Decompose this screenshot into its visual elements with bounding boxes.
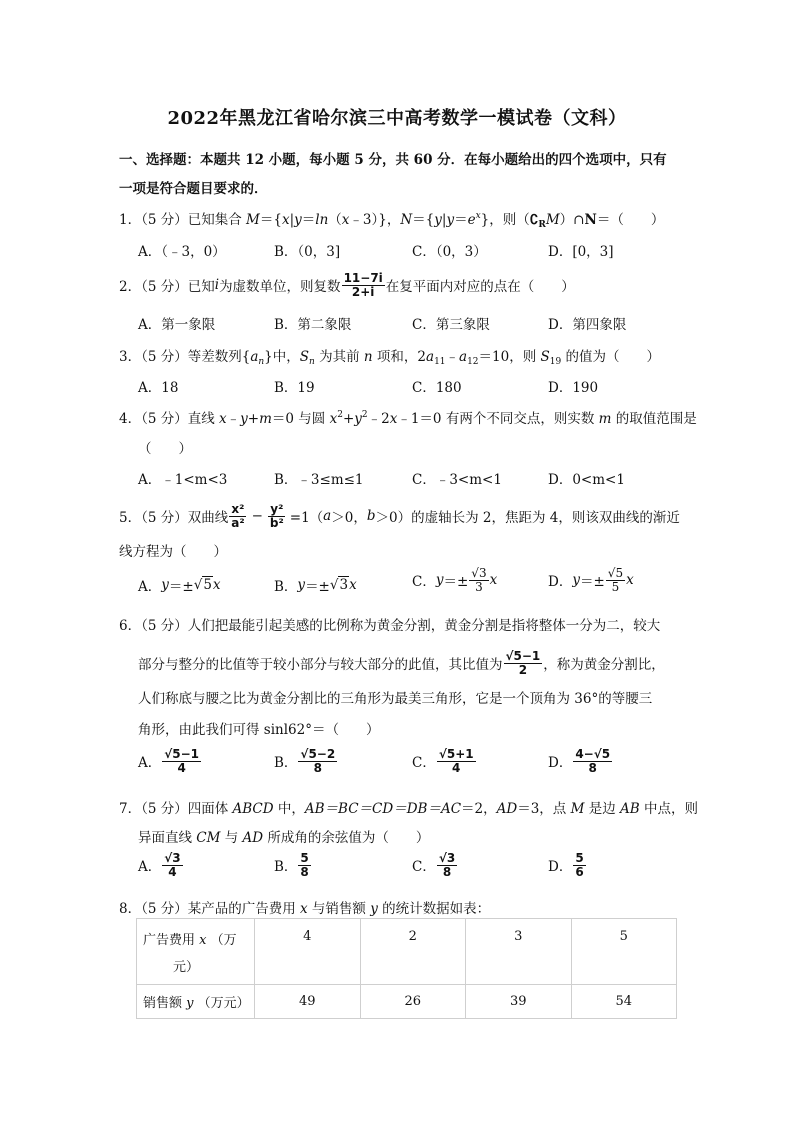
q4-text: ﹣	[226, 411, 241, 427]
q7-c-fraction	[437, 852, 457, 878]
q7-option-label: B．	[274, 859, 298, 876]
q8-text: 8．（5 分）某产品的广告费用	[119, 901, 301, 917]
q1-text: |	[289, 212, 295, 228]
q6-numerator-lead: 4−	[575, 747, 594, 761]
q5-denominator: 5	[611, 579, 620, 594]
q3-subscript: 12	[467, 357, 479, 367]
q1-text: ）∩	[559, 212, 585, 228]
q6-a-fraction	[162, 748, 201, 774]
q7-numerator: 5	[300, 851, 309, 865]
q1-text: ﹣3）}，	[349, 212, 401, 228]
q7-option-label: C．	[412, 859, 436, 876]
table-cell: 54	[571, 985, 677, 1019]
q7-text: 7．（5 分）四面体	[119, 801, 233, 817]
sqrt-symbol: √	[300, 747, 309, 761]
q5-text: ＝±	[443, 574, 469, 591]
q7-b-fraction	[298, 852, 310, 878]
q6-radicand: 5	[446, 747, 456, 761]
q1-text: ＝	[454, 212, 468, 228]
q3-var: a	[459, 349, 468, 365]
q5-text: ＞0，	[331, 510, 367, 526]
table-cell: 49	[255, 985, 361, 1019]
q3-var: S	[299, 349, 310, 365]
q5-text: ＝±	[305, 579, 330, 595]
sqrt-symbol: √5	[193, 577, 212, 593]
q7-text: ＝3，点	[517, 801, 571, 817]
table-row	[137, 985, 677, 1019]
q5-var: y	[572, 572, 580, 589]
table-row-header	[137, 985, 255, 1019]
q1-var: x	[281, 212, 290, 228]
q5-denominator: 3	[475, 579, 483, 594]
q4-var: x	[219, 411, 227, 427]
q2-denominator: 2+i	[351, 284, 375, 299]
q4-text: ﹣2	[367, 411, 390, 427]
q6-numerator-rest: −1	[180, 747, 200, 761]
q7-stem	[119, 797, 698, 817]
q6-option-label: B．	[274, 755, 298, 772]
table-cell: 39	[466, 985, 572, 1019]
q8-text: 的统计数据如表：	[377, 901, 491, 917]
q6-stem-line3: 人们称底与腰之比为黄金分割比的三角形为最美三角形，它是一个顶角为 36°的等腰三	[138, 691, 653, 707]
q7-text: 中，	[273, 801, 305, 817]
q5-var: y	[297, 577, 306, 593]
sqrt-symbol: √	[438, 851, 447, 865]
q5-radicand: 5	[203, 577, 212, 593]
q1-var: M	[246, 212, 260, 228]
q7-numerator: 5	[575, 851, 584, 865]
q5-option-label: B．	[274, 579, 298, 595]
q7-text: ＝2，	[461, 801, 497, 817]
q6-option-label: A．	[138, 755, 162, 772]
q5-option-label: C．	[412, 574, 436, 591]
table-header-text: 元）	[173, 959, 200, 975]
q4-var: x	[329, 411, 338, 427]
sqrt-symbol: √	[607, 566, 616, 580]
q6-stem-line2	[138, 643, 665, 683]
q4-text: +	[247, 411, 260, 427]
q6-option-d	[548, 748, 613, 774]
q8-var: x	[300, 901, 308, 917]
sqrt-symbol: √	[505, 648, 514, 663]
q3-subscript: n	[258, 357, 265, 367]
q6-denominator: 2	[518, 662, 528, 677]
q7-option-label: A．	[138, 859, 162, 876]
q7-d-fraction	[573, 852, 585, 878]
table-header-var: x	[199, 932, 207, 948]
q1-var: N	[584, 212, 597, 228]
q5-var: x	[626, 572, 634, 589]
q3-var: a	[250, 349, 259, 365]
q7-var: AB＝BC＝CD＝DB＝AC	[304, 801, 462, 817]
q4-text: +	[342, 411, 355, 427]
q5-fraction-x	[229, 503, 246, 529]
q6-option-label: C．	[412, 755, 436, 772]
q8-stem	[119, 897, 490, 917]
q2-text: 在复平面内对应的点在（ ）	[385, 279, 575, 295]
q1-text: ＝	[301, 212, 316, 228]
q3-stem	[119, 345, 660, 365]
q4-var: x	[389, 411, 398, 427]
q5-text: ＝±	[168, 579, 194, 595]
q3-var: n	[363, 349, 373, 365]
q1-var: y	[446, 212, 455, 228]
q7-text: 所成角的余弦值为（ ）	[263, 830, 430, 846]
q4-text: ﹣1＝0 有两个不同交点，则实数	[397, 411, 599, 427]
q6-option-c	[412, 748, 477, 774]
q5-stem	[119, 496, 680, 536]
q4-var: y	[240, 411, 248, 427]
q5-option-label: A．	[138, 579, 162, 595]
q7-denominator: 4	[168, 864, 177, 879]
q3-text: 为其前	[314, 349, 364, 365]
q2-var: i	[214, 277, 220, 293]
q1-var: N	[400, 212, 413, 228]
q4-var: y	[354, 411, 362, 427]
q5-radicand: 5	[615, 566, 624, 580]
q6-radicand: 5	[601, 747, 611, 761]
q5-option-label: D．	[548, 574, 573, 591]
q6-option-b	[274, 748, 338, 774]
q4-option-c: C．﹣3<m<1	[412, 472, 502, 488]
q5-numerator: x²	[231, 501, 245, 516]
q5-denominator: a²	[231, 515, 245, 530]
q3-text: 的值为（ ）	[561, 349, 661, 365]
q5-option-a	[138, 575, 221, 595]
q7-var: CM	[196, 830, 221, 846]
q3-text: 3．（5 分）等差数列{	[119, 349, 251, 365]
q7-option-d	[548, 852, 587, 878]
q5-var: x	[212, 577, 221, 593]
q7-radicand: 3	[446, 851, 456, 865]
table-cell: 3	[466, 919, 572, 985]
q1-option-a: A．（﹣3，0）	[138, 244, 226, 260]
sqrt-symbol: √3	[329, 577, 349, 593]
q5-var: b	[366, 508, 376, 524]
q7-text: 异面直线	[138, 830, 197, 846]
q6-denominator: 8	[313, 760, 322, 775]
q1-text: ＝{	[259, 212, 282, 228]
table-header-text: 销售额	[143, 996, 187, 1011]
q3-var: a	[426, 349, 435, 365]
q4-exponent: 2	[337, 410, 343, 420]
q5-denominator: b²	[269, 515, 284, 530]
q3-option-a: A．18	[138, 380, 179, 396]
q2-option-b: B．第二象限	[274, 317, 352, 333]
q1-option-d: D．[0，3]	[548, 244, 614, 260]
q5-option-c	[412, 567, 497, 593]
q5-var: x	[489, 572, 498, 589]
q1-text: |	[441, 212, 447, 228]
sqrt-symbol: √	[438, 747, 447, 761]
table-header-text: （万元）	[193, 996, 250, 1011]
q5-text: 5．（5 分）双曲线	[119, 510, 229, 526]
q6-stem-line1: 6．（5 分）人们把最能引起美感的比例称为黄金分割，黄金分割是指将整体一分为二，较大	[119, 618, 661, 634]
q6-radicand: 5	[308, 747, 317, 761]
q1-exponent: x	[475, 211, 481, 221]
q5-numerator: y²	[270, 501, 284, 516]
q4-var: m	[259, 411, 272, 427]
q4-stem	[119, 407, 697, 427]
golden-ratio-fraction	[504, 650, 543, 676]
table-header-text: （万	[206, 932, 237, 948]
q7-a-fraction	[162, 852, 182, 878]
q7-denominator: 8	[442, 864, 452, 879]
q6-numerator-rest: −2	[316, 747, 336, 761]
q1-option-c: C．（0，3）	[412, 244, 487, 260]
q3-option-c: C．180	[412, 380, 462, 396]
q2-option-a: A．第一象限	[138, 317, 216, 333]
q3-text: 项和，2	[372, 349, 426, 365]
q7-text: 与	[220, 830, 243, 846]
q5-text: ＝±	[579, 574, 605, 591]
q6-denominator: 4	[452, 760, 461, 775]
q2-numerator: 11−7i	[343, 270, 383, 285]
q7-denominator: 8	[300, 864, 309, 879]
q6-b-fraction	[298, 748, 337, 774]
q5-c-fraction	[469, 567, 488, 593]
q2-text: 为虚数单位，则复数	[219, 279, 341, 295]
page-title: 2022年黑龙江省哈尔滨三中高考数学一模试卷（文科）	[167, 108, 627, 129]
q6-text: 部分与整分的比值等于较小部分与较大部分的此值，其比值为	[138, 657, 503, 673]
table-cell: 4	[255, 919, 361, 985]
sqrt-symbol: √	[593, 747, 602, 761]
q5-minus: −	[251, 508, 263, 524]
q1-stem	[119, 208, 664, 228]
q2-text: 2．（5 分）已知	[119, 279, 215, 295]
q5-fraction-y	[268, 503, 286, 529]
q1-subscript: R	[538, 220, 546, 230]
q1-text: ＝（ ）	[596, 212, 665, 228]
q5-stem-line2: 线方程为（ ）	[119, 544, 227, 560]
q7-radicand: 3	[172, 851, 181, 865]
q1-text: ＝{	[412, 212, 435, 228]
q7-var: M	[570, 801, 585, 817]
q1-text: }，则（	[480, 212, 530, 228]
q3-var: S	[540, 349, 550, 365]
q4-var: m	[598, 411, 612, 427]
q5-var: y	[161, 577, 169, 593]
q6-c-fraction	[437, 748, 476, 774]
q7-text: 中点，则	[639, 801, 698, 817]
q5-radicand: 3	[339, 577, 349, 593]
q5-var: a	[323, 508, 332, 524]
q3-text: ＝10，则	[478, 349, 541, 365]
q7-var: ABCD	[232, 801, 274, 817]
sqrt-symbol: √	[164, 747, 173, 761]
q3-subscript: 11	[434, 357, 446, 367]
q7-denominator: 6	[575, 864, 584, 879]
q5-var: x	[349, 577, 357, 593]
q1-var: y	[434, 212, 442, 228]
q1-var: x	[341, 212, 350, 228]
q6-radicand: 5	[513, 648, 522, 663]
q1-complement-symbol: ∁	[529, 212, 539, 228]
statistics-table	[136, 918, 677, 1019]
q1-var: ln	[315, 212, 329, 228]
q5-text: ＞0）的虚轴长为 2，焦距为 4，则该双曲线的渐近	[375, 510, 680, 526]
sqrt-symbol: √	[164, 851, 173, 865]
q6-radicand: 5	[172, 747, 181, 761]
q3-option-d: D．190	[548, 380, 599, 396]
q1-text: （	[328, 212, 342, 228]
table-header-text: 广告费用	[143, 932, 200, 948]
q4-option-d: D．0<m<1	[548, 472, 625, 488]
q6-stem-line4: 角形，由此我们可得 sinl62°＝（ ）	[138, 722, 380, 738]
q1-text: 1．（5 分）已知集合	[119, 212, 247, 228]
q7-var: AD	[242, 830, 264, 846]
q7-var: AB	[620, 801, 640, 817]
q3-subscript: 19	[549, 357, 562, 367]
section-instructions-line1: 一、选择题：本题共 12 小题，每小题 5 分，共 60 分．在每小题给出的四个选项中，只有	[119, 152, 667, 168]
q2-fraction	[342, 272, 385, 298]
q5-option-b	[274, 575, 357, 595]
table-row-header	[137, 919, 255, 985]
q6-numerator-rest: +1	[455, 747, 474, 761]
q6-denominator: 8	[588, 760, 597, 775]
section-instructions-line2: 一项是符合题目要求的．	[119, 181, 268, 197]
q1-var: y	[294, 212, 302, 228]
q3-option-b: B．19	[274, 380, 315, 396]
table-header-var: y	[186, 996, 194, 1011]
q8-text: 与销售额	[307, 901, 371, 917]
q8-var: y	[370, 901, 378, 917]
q6-denominator: 4	[177, 760, 186, 775]
q6-numerator-rest: −1	[521, 648, 541, 663]
q4-stem-line2: （ ）	[138, 441, 192, 457]
q1-var: e	[467, 212, 476, 228]
q5-d-fraction	[606, 567, 625, 593]
q7-var: AD	[496, 801, 518, 817]
q5-option-d	[548, 567, 634, 593]
q1-option-b: B．（0，3]	[274, 244, 341, 260]
q2-stem	[119, 265, 575, 305]
sqrt-symbol: √	[471, 566, 479, 580]
q3-text: ﹣	[445, 349, 460, 365]
q7-option-c	[412, 852, 458, 878]
q4-exponent: 2	[361, 410, 368, 420]
q7-option-label: D．	[548, 859, 573, 876]
q4-option-a: A．﹣1<m<3	[138, 472, 228, 488]
q2-option-c: C．第三象限	[412, 317, 490, 333]
q3-subscript: n	[309, 357, 315, 367]
q4-text: ＝0 与圆	[271, 411, 330, 427]
q6-option-label: D．	[548, 755, 573, 772]
q5-radicand: 3	[478, 566, 487, 580]
q4-text: 的取值范围是	[611, 411, 697, 427]
q6-d-fraction	[573, 748, 612, 774]
q6-text: ，称为黄金分割比，	[543, 657, 665, 673]
q5-var: y	[435, 572, 444, 589]
q5-text: =1（	[289, 510, 324, 526]
table-row	[137, 919, 677, 985]
q6-option-a	[138, 748, 202, 774]
q7-option-b	[274, 852, 312, 878]
table-cell: 5	[571, 919, 677, 985]
q2-option-d: D．第四象限	[548, 317, 627, 333]
q3-text: }中，	[264, 349, 300, 365]
q1-var: M	[545, 212, 560, 228]
q7-stem-line2	[138, 826, 429, 846]
q7-option-a	[138, 852, 184, 878]
table-cell: 26	[360, 985, 466, 1019]
q7-text: 是边	[584, 801, 621, 817]
table-cell: 2	[360, 919, 466, 985]
q4-text: 4．（5 分）直线	[119, 411, 220, 427]
q4-option-b: B．﹣3≤m≤1	[274, 472, 364, 488]
